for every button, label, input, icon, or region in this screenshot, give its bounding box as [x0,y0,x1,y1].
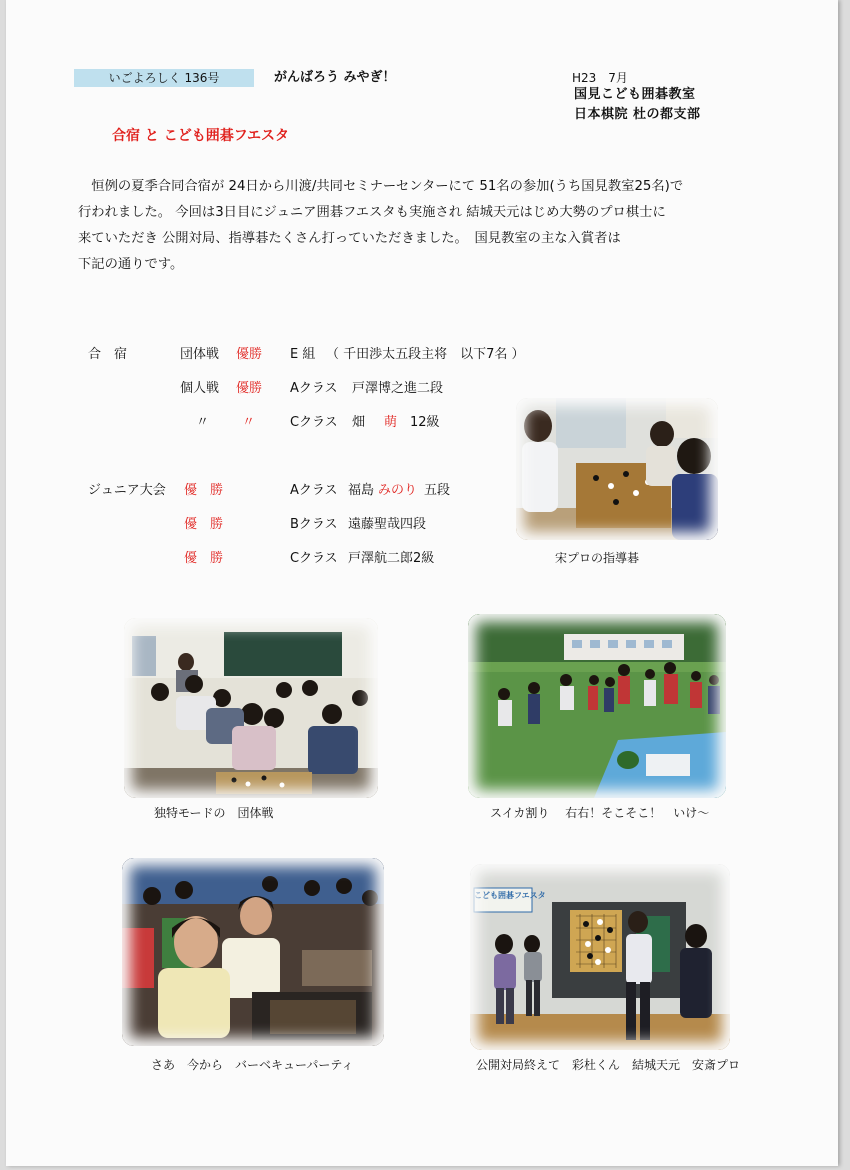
junior-award: 優 勝 [184,517,224,532]
junior-class: Cクラス [290,551,338,566]
junior-class: Bクラス [290,517,338,532]
headline: 合宿 と こども囲碁フエスタ [112,128,290,144]
result-name-highlight: 萌 [384,415,398,430]
caption-public-game: 公開対局終えて 彩杜くん 結城天元 安斎プロ [476,1058,741,1072]
junior-name: 福島 [348,483,375,498]
issue-label: いごよろしく 136号 [74,69,254,87]
result-event: 団体戦 [180,347,220,362]
photo-bbq [122,858,384,1046]
slogan: がんばろう みやぎ！ [274,70,396,85]
caption-team: 独特モードの 団体戦 [154,806,274,820]
result-name: 畑 [352,415,366,430]
body-paragraph: 恒例の夏季合同合宿が 24日から川渡/共同セミナーセンターにて 51名の参加(うち国見教室25名)で 行われました。 今回は3日目にジュニア囲碁フエスタも実施され 結城天元はじめ大勢のプロ棋士に 来ていただき 公開対局、指導碁たくさん打っていただきました。 国見教室の主な入賞者は 下記の通りです。 [78,179,684,272]
result-award: 優勝 [236,381,263,396]
photo-banner-text: こども囲碁フエスタ [474,891,546,900]
result-award: 優勝 [236,347,263,362]
junior-name: 戸澤航二郎2級 [348,551,435,566]
result-class: E 組 [290,347,316,362]
photo-teaching-game [516,398,718,540]
caption-bbq: さあ 今から バーベキューパーティ [151,1058,354,1072]
junior-class: Aクラス [290,483,338,498]
photo-public-game [470,864,730,1050]
camp-label: 合 宿 [88,347,128,362]
result-class: Aクラス [290,381,338,396]
caption-watermelon: スイカ割り 右右！そこそこ！ いけ～ [490,806,710,820]
photo-watermelon [468,614,726,798]
result-name: （ 千田渉太五段主将 以下7名 ） [326,347,525,362]
result-event: 〃 [196,415,210,430]
junior-award: 優 勝 [184,551,224,566]
junior-label: ジュニア大会 [88,483,166,498]
document-page [6,0,838,1166]
junior-award: 優 勝 [184,483,224,498]
result-event: 個人戦 [180,381,220,396]
org-branch: 日本棋院 杜の都支部 [574,107,701,122]
photo-team-match [124,618,378,798]
result-class: Cクラス [290,415,338,430]
result-award: 〃 [242,415,256,430]
date-label: H23 7月 [572,71,628,85]
org-name: 国見こども囲碁教室 [574,87,696,102]
caption-teaching: 宋プロの指導碁 [555,551,640,565]
result-name: 戸澤博之進二段 [352,381,444,396]
junior-name: 遠藤聖哉四段 [348,517,427,532]
junior-name-highlight: みのり [378,483,418,498]
junior-grade: 五段 [424,483,451,498]
result-grade: 12級 [410,415,440,430]
